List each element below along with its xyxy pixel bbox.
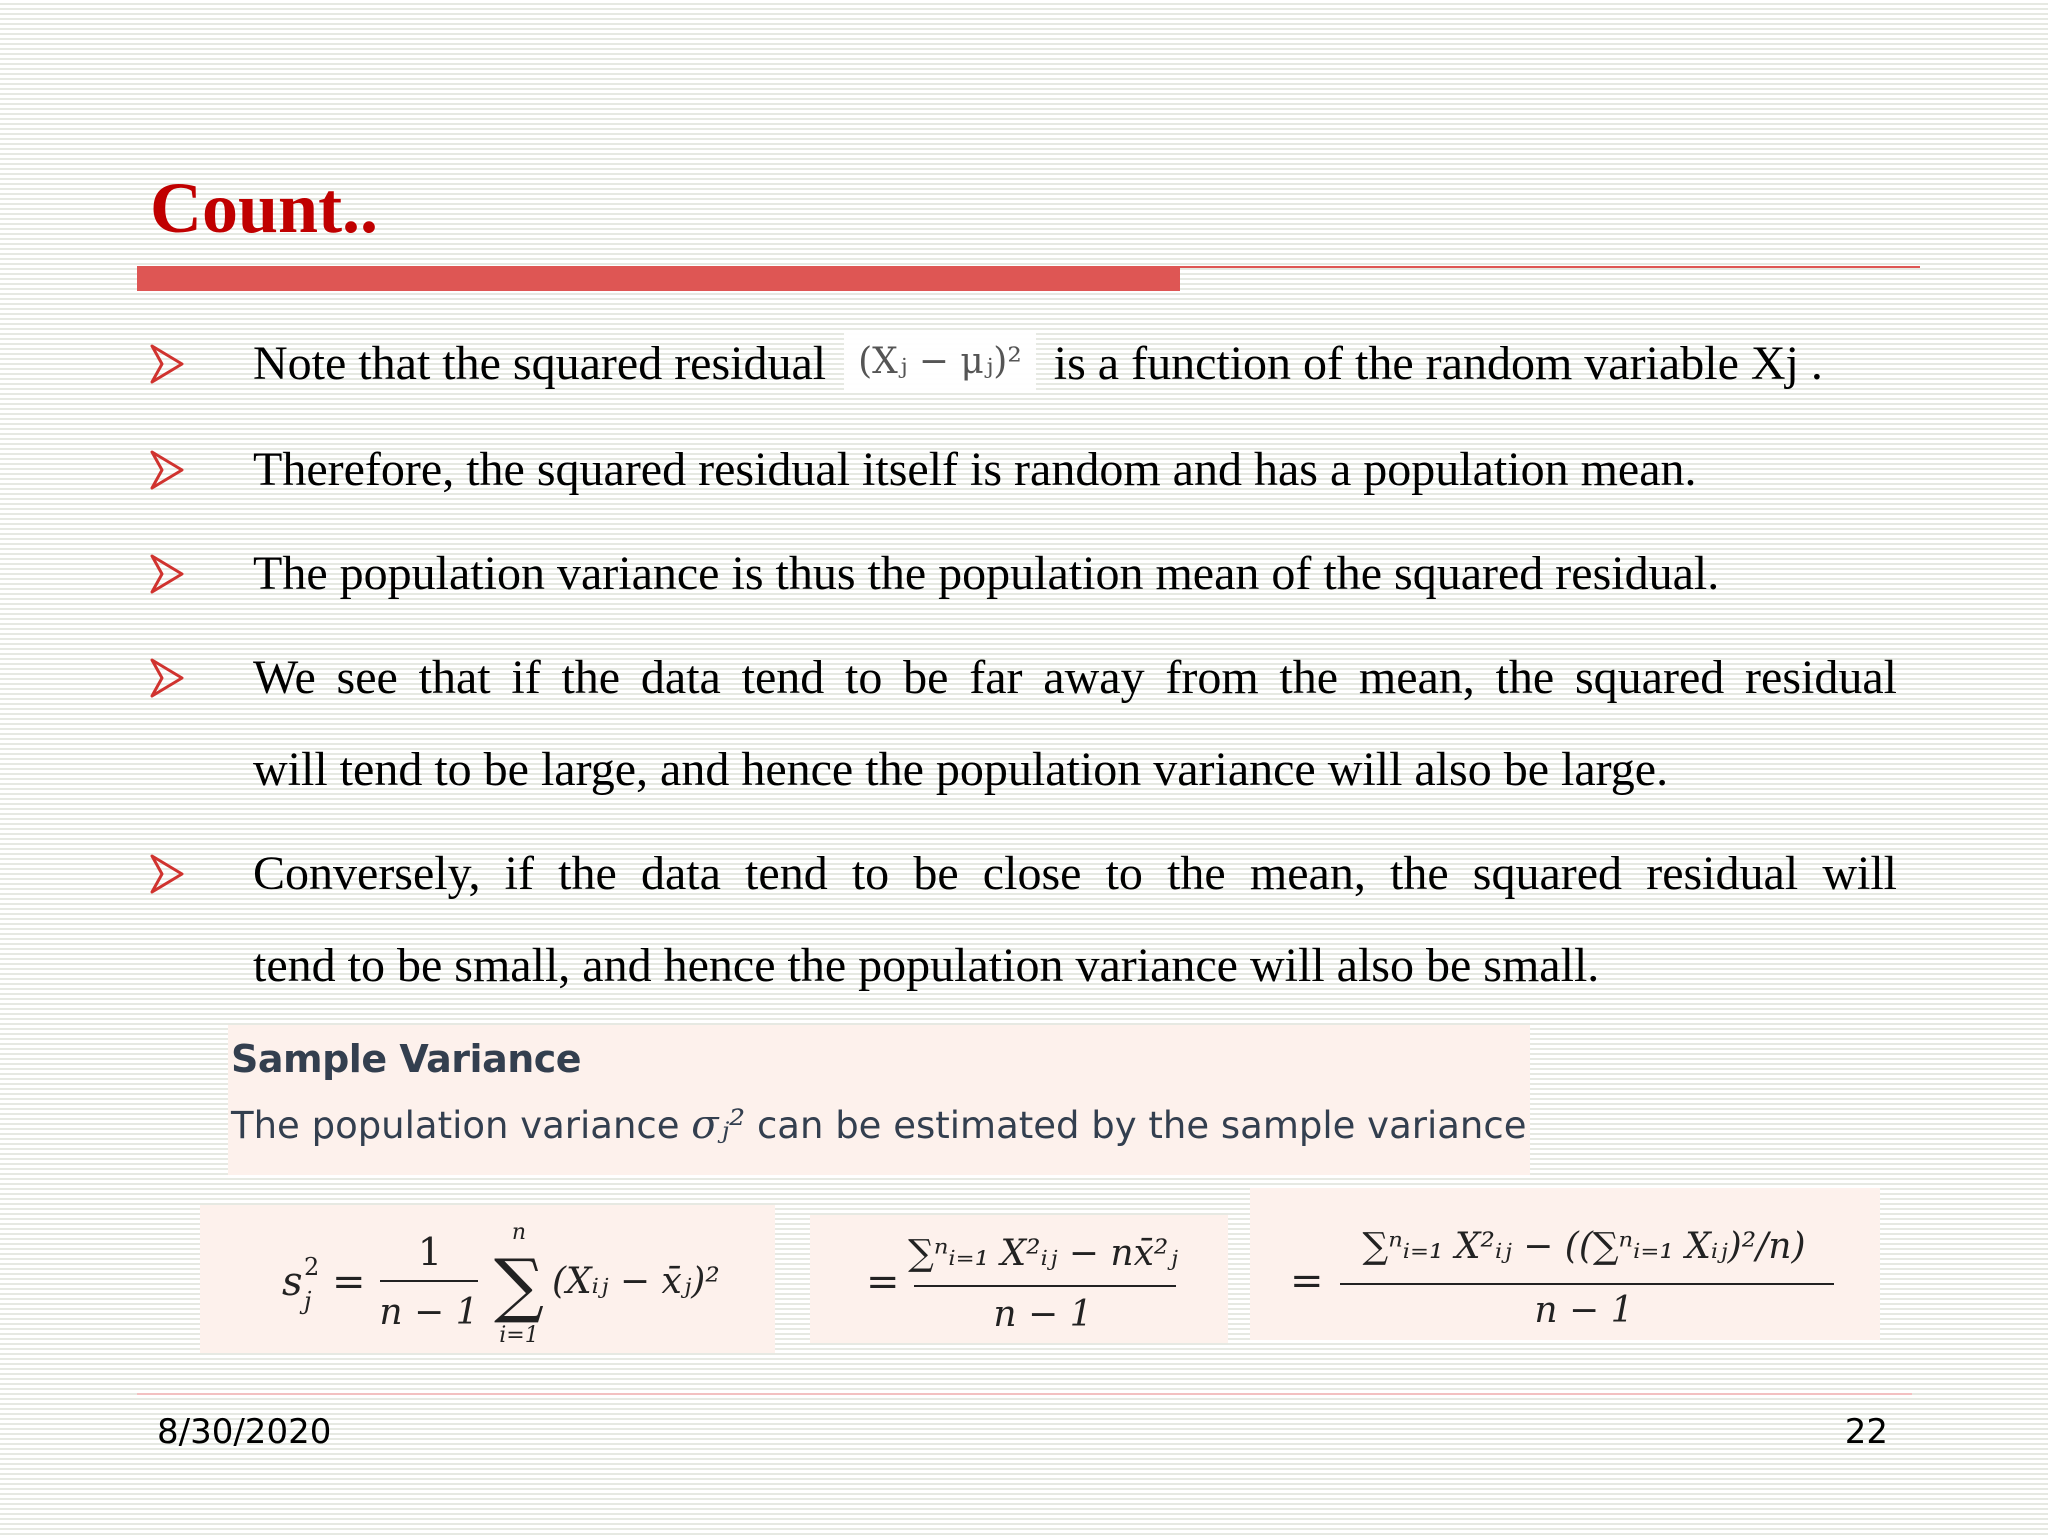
eq1-equals: = (332, 1259, 366, 1305)
bullet-text-3: The population variance is thus the population mean of the squared residual. (253, 547, 1720, 600)
bullet-text-5 (253, 828, 1897, 1012)
eq2-denominator: n − 1 (993, 1294, 1093, 1335)
eq3-equals: = (1290, 1258, 1324, 1304)
bullet-1-text-before: Note that the squared residual (253, 337, 827, 390)
bullet-4-line-1: We see that if the data tend to be far away from the mean, the squared residual (253, 651, 1897, 704)
eq1-sum-top: n (511, 1220, 527, 1245)
title-underline-thin (1180, 266, 1920, 268)
bullet-4-line-2: will tend to be large, and hence the population variance will also be large. (253, 743, 1669, 796)
eq1-lhs-sub: j (304, 1287, 312, 1315)
bullet-text-2: Therefore, the squared residual itself is random and has a population mean. (253, 443, 1697, 496)
arrow-bullet-icon (150, 854, 184, 894)
sample-variance-heading: Sample Variance (231, 1037, 582, 1081)
slide-title: Count.. (150, 168, 379, 248)
population-variance-symbol: σⱼ² (691, 1102, 746, 1148)
bullet-5-line-2: tend to be small, and hence the population variance will also be small. (253, 939, 1600, 992)
eq1-lhs-sup: 2 (304, 1253, 320, 1281)
arrow-bullet-icon (150, 344, 184, 384)
arrow-bullet-icon (150, 554, 184, 594)
arrow-bullet-icon (150, 450, 184, 490)
eq2-numerator: ∑ⁿᵢ₌₁ X²ᵢⱼ − nx̄²ⱼ (908, 1233, 1178, 1274)
sample-variance-equation-1 (200, 1205, 775, 1353)
footer-divider (137, 1393, 1912, 1395)
bullet-1-text-after: is a function of the random variable Xj . (1053, 337, 1823, 390)
equation-2-graphic (810, 1215, 1228, 1343)
eq1-sum-bottom: i=1 (499, 1323, 539, 1348)
bullet-text-1 (253, 318, 1897, 410)
arrow-bullet-icon (150, 658, 184, 698)
sample-variance-equation-3 (1250, 1188, 1880, 1340)
sample-variance-text-after: can be estimated by the sample variance (756, 1104, 1527, 1147)
bullet-text-4 (253, 632, 1897, 816)
sample-variance-description (231, 1102, 1526, 1148)
eq1-lhs-base: s (282, 1259, 303, 1305)
slide-number: 22 (1844, 1412, 1888, 1452)
eq1-fraction-denominator: n − 1 (379, 1292, 479, 1333)
squared-residual-formula: (Xⱼ − μⱼ)² (844, 331, 1036, 393)
eq3-denominator: n − 1 (1534, 1290, 1634, 1331)
sample-variance-box (228, 1025, 1530, 1175)
sample-variance-text-before: The population variance (231, 1104, 680, 1147)
eq1-fraction-numerator: 1 (417, 1230, 443, 1274)
equation-1-graphic (200, 1205, 775, 1353)
sample-variance-equation-2 (810, 1215, 1228, 1343)
eq1-term: (Xᵢⱼ − x̄ⱼ)² (552, 1261, 720, 1302)
equation-3-graphic (1250, 1188, 1880, 1340)
eq2-equals: = (866, 1259, 900, 1305)
eq3-numerator: ∑ⁿᵢ₌₁ X²ᵢⱼ − ((∑ⁿᵢ₌₁ Xᵢⱼ)²/n) (1362, 1226, 1806, 1267)
title-underline-thick (137, 266, 1180, 291)
eq1-sum-symbol: ∑ (494, 1244, 544, 1326)
footer-date: 8/30/2020 (157, 1412, 332, 1452)
bullet-5-line-1: Conversely, if the data tend to be close to the mean, the squared residual will (253, 847, 1897, 900)
